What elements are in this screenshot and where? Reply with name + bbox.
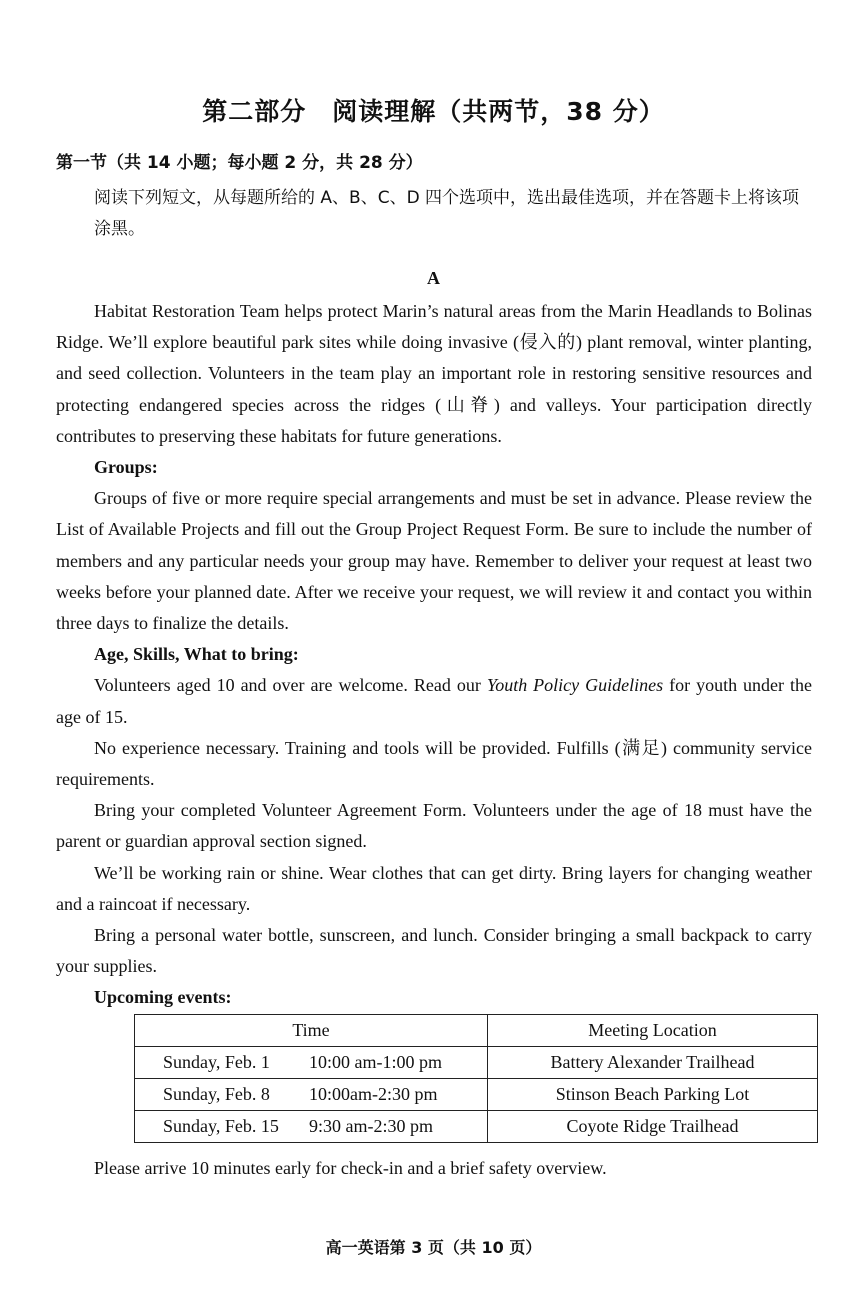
weather-paragraph: We’ll be working rain or shine. Wear clothes that can get dirty. Bring layers for changing weather and a raincoat if necessary.	[56, 862, 812, 914]
location-cell: Coyote Ridge Trailhead	[488, 1111, 818, 1143]
location-cell: Battery Alexander Trailhead	[488, 1047, 818, 1079]
section-title: 第一节（共 14 小题；每小题 2 分，共 28 分）	[56, 153, 423, 173]
instructions-text: 阅读下列短文，从每题所给的 A、B、C、D 四个选项中，选出最佳选项，并在答题卡上将该项涂黑。	[94, 188, 800, 239]
bring-paragraph: Bring a personal water bottle, sunscreen, and lunch. Consider bringing a small backpack to carry your supplies.	[56, 925, 812, 977]
event-day: Sunday, Feb. 15	[163, 1116, 279, 1136]
event-time: 10:00am-2:30 pm	[309, 1084, 438, 1104]
table-row	[135, 1047, 818, 1079]
instructions	[56, 183, 812, 245]
events-heading: Upcoming events:	[94, 987, 232, 1008]
time-cell	[135, 1047, 488, 1079]
arrive-note: Please arrive 10 minutes early for check-in and a brief safety overview.	[94, 1158, 607, 1178]
passage-intro: Habitat Restoration Team helps protect Marin’s natural areas from the Marin Headlands to Bolinas Ridge. We’ll explore beautiful park sites while doing invasive (侵入的) plant removal, winter planting, and seed collection. Volunteers in the team play an important role in restoring sensitive resources and protecting endangered species across the ridges (山脊) and valleys. Your participation directly contributes to preserving these habitats for future generations.	[56, 301, 812, 446]
passage-letter: A	[427, 268, 440, 288]
page-footer: 高一英语第 3 页（共 10 页）	[325, 1238, 542, 1257]
events-table	[134, 1014, 818, 1143]
header-location: Meeting Location	[488, 1015, 818, 1047]
part-title: 第二部分 阅读理解（共两节，38 分）	[202, 97, 665, 126]
age-text-after: for youth under the age of 15.	[56, 675, 813, 727]
youth-policy-title: Youth Policy Guidelines	[486, 675, 664, 696]
groups-heading: Groups:	[94, 457, 158, 478]
event-day: Sunday, Feb. 1	[163, 1052, 270, 1072]
age-heading: Age, Skills, What to bring:	[94, 644, 299, 665]
header-time: Time	[135, 1015, 488, 1047]
time-cell	[135, 1079, 488, 1111]
age-text-before: Volunteers aged 10 and over are welcome. Read our	[94, 675, 487, 696]
location-cell: Stinson Beach Parking Lot	[488, 1079, 818, 1111]
time-cell	[135, 1111, 488, 1143]
table-row	[135, 1079, 818, 1111]
passage-body	[56, 296, 812, 1014]
form-paragraph: Bring your completed Volunteer Agreement Form. Volunteers under the age of 18 must have the parent or guardian approval section signed.	[56, 800, 812, 852]
event-time: 9:30 am-2:30 pm	[309, 1116, 433, 1136]
experience-paragraph: No experience necessary. Training and tools will be provided. Fulfills (满足) community service requirements.	[56, 737, 812, 790]
event-day: Sunday, Feb. 8	[163, 1084, 270, 1104]
groups-paragraph: Groups of five or more require special arrangements and must be set in advance. Please review the List of Available Projects and fill out the Group Project Request Form. Be sure to include the number of members and any particular needs your group may have. Remember to deliver your request at least two weeks before your planned date. After we receive your request, we will review it and contact you within three days to finalize the details.	[56, 488, 812, 634]
event-time: 10:00 am-1:00 pm	[309, 1052, 442, 1072]
table-header-row	[135, 1015, 818, 1047]
age-paragraph	[56, 670, 812, 732]
table-row	[135, 1111, 818, 1143]
